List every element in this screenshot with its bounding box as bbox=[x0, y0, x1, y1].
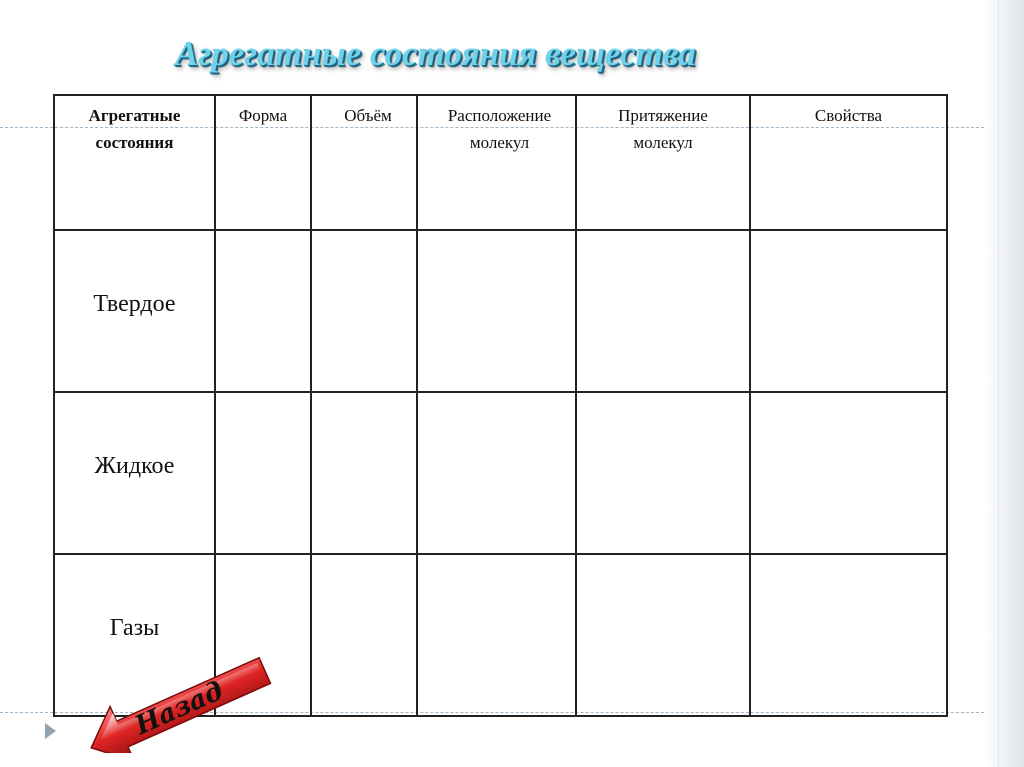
table-cell[interactable] bbox=[417, 554, 576, 716]
header-aggregate-states: Агрегатные состояния bbox=[54, 95, 215, 230]
header-volume: Объём bbox=[311, 95, 417, 230]
slide-title: Агрегатные состояния вещества bbox=[175, 34, 696, 73]
table-cell[interactable] bbox=[311, 392, 417, 554]
header-properties: Свойства bbox=[750, 95, 947, 230]
header-arrangement: Расположение молекул bbox=[417, 95, 576, 230]
table-cell[interactable] bbox=[750, 230, 947, 392]
table-row bbox=[54, 392, 947, 554]
table-row bbox=[54, 230, 947, 392]
table-cell[interactable] bbox=[215, 230, 311, 392]
slide-bullet-icon bbox=[45, 723, 56, 739]
header-shape: Форма bbox=[215, 95, 311, 230]
table-cell[interactable] bbox=[576, 554, 750, 716]
slide-right-edge bbox=[984, 0, 1024, 767]
row-state-solid: Твердое bbox=[54, 230, 215, 392]
table-cell[interactable] bbox=[417, 392, 576, 554]
states-table bbox=[53, 94, 948, 717]
back-button[interactable] bbox=[70, 651, 284, 753]
table-cell[interactable] bbox=[576, 230, 750, 392]
row-state-gas: Газы bbox=[54, 554, 215, 716]
header-attraction: Притяжение молекул bbox=[576, 95, 750, 230]
table-header-row bbox=[54, 95, 947, 230]
table-cell[interactable] bbox=[311, 554, 417, 716]
table-cell[interactable] bbox=[417, 230, 576, 392]
table-cell[interactable] bbox=[311, 230, 417, 392]
table-cell[interactable] bbox=[750, 392, 947, 554]
red-arrow-left-icon bbox=[70, 651, 284, 753]
back-label: Назад bbox=[130, 676, 228, 742]
table-cell[interactable] bbox=[215, 392, 311, 554]
table-cell[interactable] bbox=[750, 554, 947, 716]
row-state-liquid: Жидкое bbox=[54, 392, 215, 554]
table-cell[interactable] bbox=[576, 392, 750, 554]
